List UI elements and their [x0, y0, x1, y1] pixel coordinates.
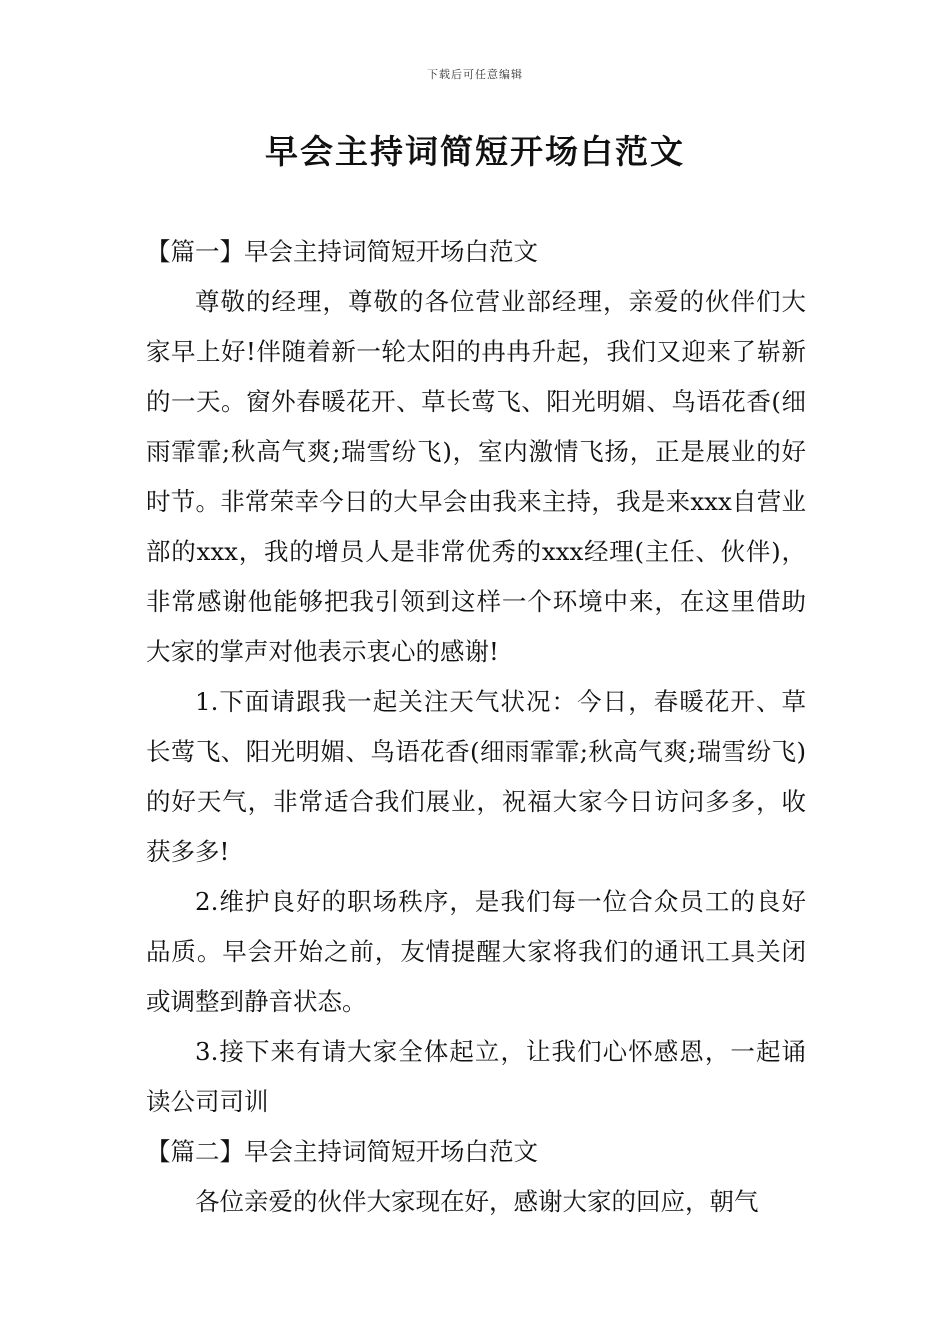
paragraph-item-3: 3.接下来有请大家全体起立，让我们心怀感恩，一起诵读公司司训 [146, 1037, 806, 1116]
document-body [146, 227, 806, 1227]
paragraph-item-1: 1.下面请跟我一起关注天气状况：今日，春暖花开、草长莺飞、阳光明媚、鸟语花香(细雨霏霏;秋高气爽;瑞雪纷飞)的好天气，非常适合我们展业，祝福大家今日访问多多，收获多多! [146, 687, 806, 866]
paragraph-intro: 尊敬的经理，尊敬的各位营业部经理，亲爱的伙伴们大家早上好!伴随着新一轮太阳的冉冉升起，我们又迎来了崭新的一天。窗外春暖花开、草长莺飞、阳光明媚、鸟语花香(细雨霏霏;秋高气爽;瑞雪纷飞)，室内激情飞扬，正是展业的好时节。非常荣幸今日的大早会由我来主持，我是来xxx自营业部的xxx，我的增员人是非常优秀的xxx经理(主任、伙伴)，非常感谢他能够把我引领到这样一个环境中来，在这里借助大家的掌声对他表示衷心的感谢! [146, 287, 806, 666]
paragraph-item-2: 2.维护良好的职场秩序，是我们每一位合众员工的良好品质。早会开始之前，友情提醒大家将我们的通讯工具关闭或调整到静音状态。 [146, 887, 806, 1016]
header-note: 下载后可任意编辑 [427, 68, 523, 81]
document-title: 早会主持词简短开场白范文 [265, 132, 685, 171]
paragraph-section-2-start: 各位亲爱的伙伴大家现在好，感谢大家的回应，朝气 [195, 1187, 759, 1216]
section-heading-2: 【篇二】早会主持词简短开场白范文 [146, 1137, 538, 1166]
section-heading-1: 【篇一】早会主持词简短开场白范文 [146, 237, 538, 266]
